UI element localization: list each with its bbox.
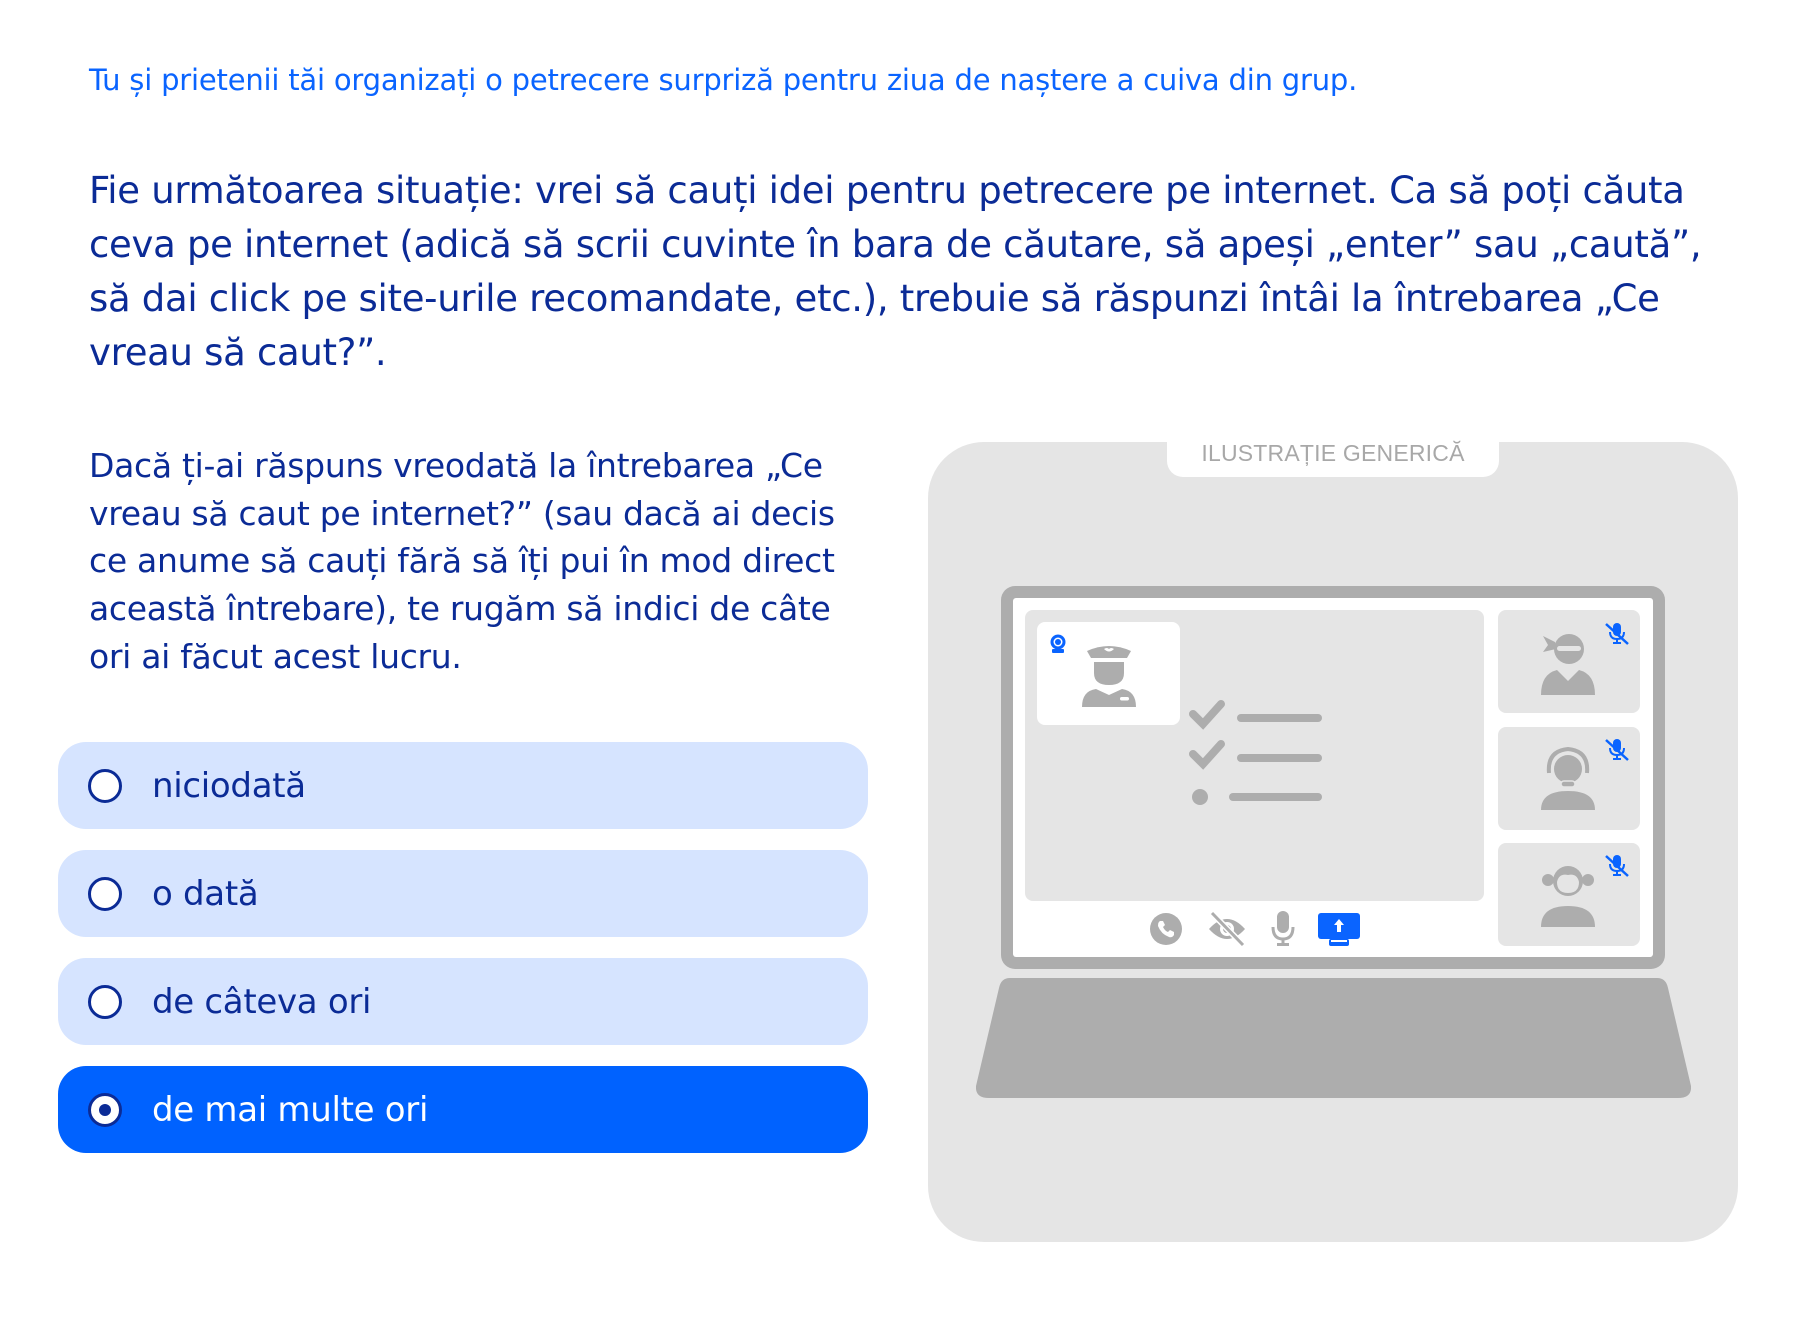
checklist-icon <box>1189 700 1324 810</box>
mic-muted-icon <box>1604 854 1630 878</box>
illustration-caption: ILUSTRAȚIE GENERICĂ <box>1167 430 1499 477</box>
scenario-text: Fie următoarea situație: vrei să cauți idei pentru petrecere pe internet. Ca să poți căuta ceva pe internet (adică să scrii cuvinte în bara de căutare, să apeși „enter” sau „caută”, să dai click pe site-urile recomandate, etc.), trebuie să răspunzi întâi la întrebarea „Ce vreau să caut?”. <box>89 169 1702 374</box>
mic-muted-icon <box>1604 738 1630 762</box>
option-niciodata[interactable] <box>58 742 868 829</box>
microphone-icon[interactable] <box>1271 911 1295 947</box>
intro-text: Tu și prietenii tăi organizați o petrecere surpriză pentru ziua de naștere a cuiva din grup. <box>89 63 1358 97</box>
share-screen-icon[interactable] <box>1318 913 1360 947</box>
option-label: de câteva ori <box>152 981 372 1022</box>
radio-dot <box>99 1104 111 1116</box>
eye-off-icon[interactable] <box>1207 911 1247 947</box>
option-de-cateva-ori[interactable] <box>58 958 868 1045</box>
buns-hair-avatar-icon <box>1539 862 1597 928</box>
option-label: niciodată <box>152 765 306 806</box>
radio-button[interactable] <box>88 877 122 911</box>
radio-button[interactable] <box>88 769 122 803</box>
headset-agent-avatar-icon <box>1539 745 1597 811</box>
pilot-avatar-icon <box>1080 643 1138 709</box>
radio-button[interactable] <box>88 985 122 1019</box>
radio-button-selected[interactable] <box>88 1093 122 1127</box>
option-label: o dată <box>152 873 259 914</box>
option-o-data[interactable] <box>58 850 868 937</box>
question-text: Dacă ți-ai răspuns vreodată la întrebarea „Ce vreau să caut pe internet?” (sau dacă ai decis ce anume să cauți fără să îți pui în mod direct această întrebare), te rugăm să indici de câte ori ai făcut acest lucru. <box>89 446 835 676</box>
webcam-icon <box>1050 634 1066 654</box>
phone-icon[interactable] <box>1150 913 1182 945</box>
option-de-mai-multe-ori[interactable] <box>58 1066 868 1153</box>
ninja-avatar-icon <box>1539 630 1597 696</box>
laptop-keyboard-base <box>976 978 1691 1098</box>
mic-muted-icon <box>1604 622 1630 646</box>
option-label: de mai multe ori <box>152 1089 429 1130</box>
answer-options <box>58 742 868 1174</box>
